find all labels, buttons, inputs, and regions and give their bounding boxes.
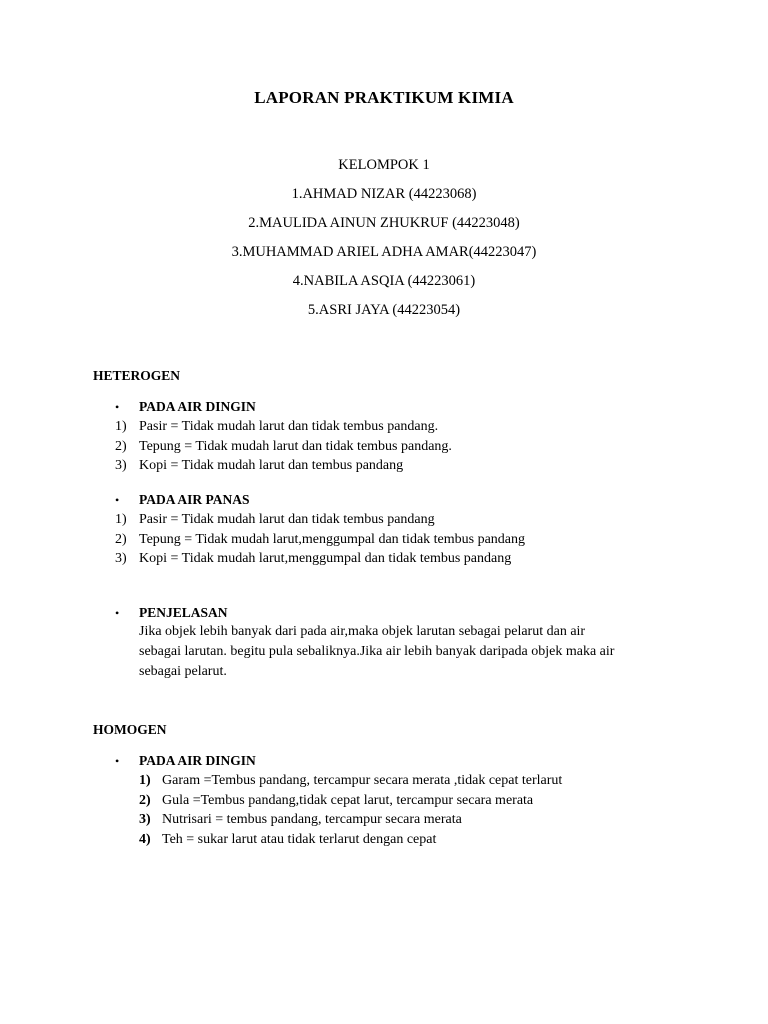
item-number: 2) bbox=[139, 792, 151, 808]
bullet-label: PENJELASAN bbox=[139, 605, 228, 620]
item-number: 1) bbox=[115, 512, 127, 527]
bullet-heading bbox=[0, 490, 768, 510]
penjelasan-paragraph bbox=[139, 622, 679, 682]
list-item bbox=[0, 549, 768, 569]
member-5: 5.ASRI JAYA (44223054) bbox=[307, 302, 461, 318]
paragraph-line: sebagai larutan. begitu pula sebaliknya.Jika air lebih banyak daripada objek maka air bbox=[139, 644, 615, 659]
list-item bbox=[0, 791, 768, 811]
item-number: 2) bbox=[115, 438, 127, 454]
heterogen-heading: HETEROGEN bbox=[93, 368, 181, 383]
list-item bbox=[0, 830, 768, 850]
list-item bbox=[0, 456, 768, 476]
bullet-label: PADA AIR PANAS bbox=[139, 492, 250, 507]
homogen-air-dingin bbox=[0, 751, 768, 849]
item-number: 3) bbox=[115, 458, 127, 473]
page-title: LAPORAN PRAKTIKUM KIMIA bbox=[254, 88, 514, 107]
item-text: Kopi = Tidak mudah larut,menggumpal dan tidak tembus pandang bbox=[139, 551, 512, 566]
bullet-icon: • bbox=[115, 754, 120, 768]
member-1: 1.AHMAD NIZAR (44223068) bbox=[291, 186, 477, 202]
bullet-heading bbox=[0, 603, 768, 623]
group-members bbox=[0, 155, 768, 329]
bullet-icon: • bbox=[115, 493, 120, 507]
item-number: 1) bbox=[115, 419, 127, 434]
item-number: 1) bbox=[139, 773, 151, 788]
list-item bbox=[0, 437, 768, 457]
item-number: 3) bbox=[139, 812, 151, 827]
member-3: 3.MUHAMMAD ARIEL ADHA AMAR(44223047) bbox=[231, 244, 537, 260]
item-number: 3) bbox=[115, 551, 127, 566]
bullet-heading bbox=[0, 751, 768, 771]
list-item bbox=[0, 530, 768, 550]
list-item bbox=[0, 417, 768, 437]
list-item bbox=[0, 771, 768, 791]
item-text: Kopi = Tidak mudah larut dan tembus pandang bbox=[139, 458, 404, 473]
item-text: Tepung = Tidak mudah larut dan tidak tembus pandang. bbox=[139, 438, 452, 454]
heterogen-air-dingin bbox=[0, 397, 768, 476]
bullet-label: PADA AIR DINGIN bbox=[139, 753, 256, 768]
homogen-heading: HOMOGEN bbox=[93, 722, 167, 737]
paragraph-line: Jika objek lebih banyak dari pada air,maka objek larutan sebagai pelarut dan air bbox=[139, 624, 586, 639]
list-item bbox=[0, 810, 768, 830]
group-label: KELOMPOK 1 bbox=[338, 157, 430, 173]
heterogen-air-panas bbox=[0, 490, 768, 569]
item-text: Teh = sukar larut atau tidak terlarut dengan cepat bbox=[162, 831, 437, 847]
bullet-icon: • bbox=[115, 606, 120, 620]
item-text: Garam =Tembus pandang, tercampur secara merata ,tidak cepat terlarut bbox=[162, 773, 563, 788]
bullet-icon: • bbox=[115, 400, 120, 414]
bullet-label: PADA AIR DINGIN bbox=[139, 399, 256, 414]
item-text: Tepung = Tidak mudah larut,menggumpal dan tidak tembus pandang bbox=[139, 531, 526, 547]
heterogen-penjelasan bbox=[0, 603, 768, 623]
bullet-heading bbox=[0, 397, 768, 417]
list-item bbox=[0, 510, 768, 530]
member-2: 2.MAULIDA AINUN ZHUKRUF (44223048) bbox=[248, 215, 520, 231]
item-text: Pasir = Tidak mudah larut dan tidak tembus pandang. bbox=[139, 419, 439, 434]
item-text: Pasir = Tidak mudah larut dan tidak tembus pandang bbox=[139, 512, 435, 527]
item-text: Gula =Tembus pandang,tidak cepat larut, tercampur secara merata bbox=[162, 792, 534, 808]
item-text: Nutrisari = tembus pandang, tercampur secara merata bbox=[162, 812, 462, 827]
member-4: 4.NABILA ASQIA (44223061) bbox=[292, 273, 476, 289]
paragraph-line: sebagai pelarut. bbox=[139, 664, 227, 679]
item-number: 2) bbox=[115, 531, 127, 547]
item-number: 4) bbox=[139, 831, 151, 847]
